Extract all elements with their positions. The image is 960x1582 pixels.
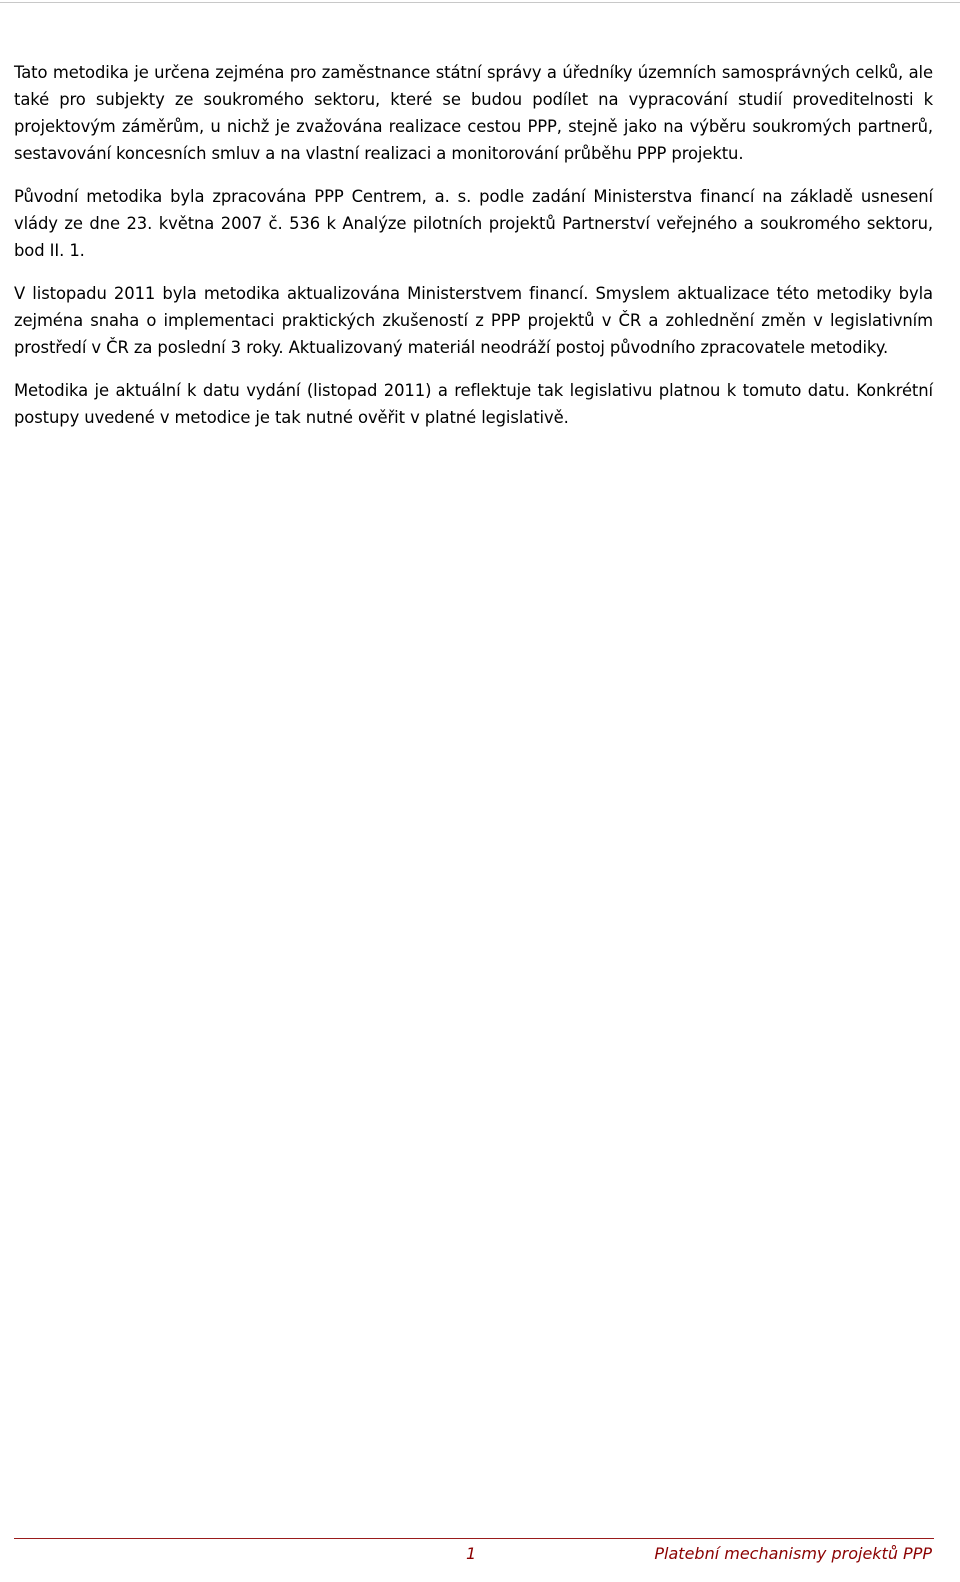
top-rule [0, 2, 960, 3]
page-number: 1 [466, 1544, 477, 1563]
document-body [14, 59, 933, 447]
footer-title: Platební mechanismy projektů PPP [654, 1544, 932, 1563]
page-footer [14, 1538, 934, 1579]
paragraph-intro: Tato metodika je určena zejména pro zaměstnance státní správy a úředníky územních samosprávných celků, ale také pro subjekty ze soukromého sektoru, které se budou podílet na vypracování studií proveditelnosti k projektovým záměrům, u nichž je zvažována realizace cestou PPP, stejně jako na výběru soukromých partnerů, sestavování koncesních smluv a na vlastní realizaci a monitorování průběhu PPP projektu. [14, 63, 933, 163]
paragraph-update: V listopadu 2011 byla metodika aktualizována Ministerstvem financí. Smyslem aktualizace této metodiky byla zejména snaha o implementaci praktických zkušeností z PPP projektů v ČR a zohlednění změn v legislativním prostředí v ČR za poslední 3 roky. Aktualizovaný materiál neodráží postoj původního zpracovatele metodiky. [14, 284, 933, 357]
paragraph-validity: Metodika je aktuální k datu vydání (listopad 2011) a reflektuje tak legislativu platnou k tomuto datu. Konkrétní postupy uvedené v metodice je tak nutné ověřit v platné legislativě. [14, 381, 933, 427]
paragraph-origin: Původní metodika byla zpracována PPP Centrem, a. s. podle zadání Ministerstva financí na základě usnesení vlády ze dne 23. května 2007 č. 536 k Analýze pilotních projektů Partnerství veřejného a soukromého sektoru, bod II. 1. [14, 187, 933, 260]
